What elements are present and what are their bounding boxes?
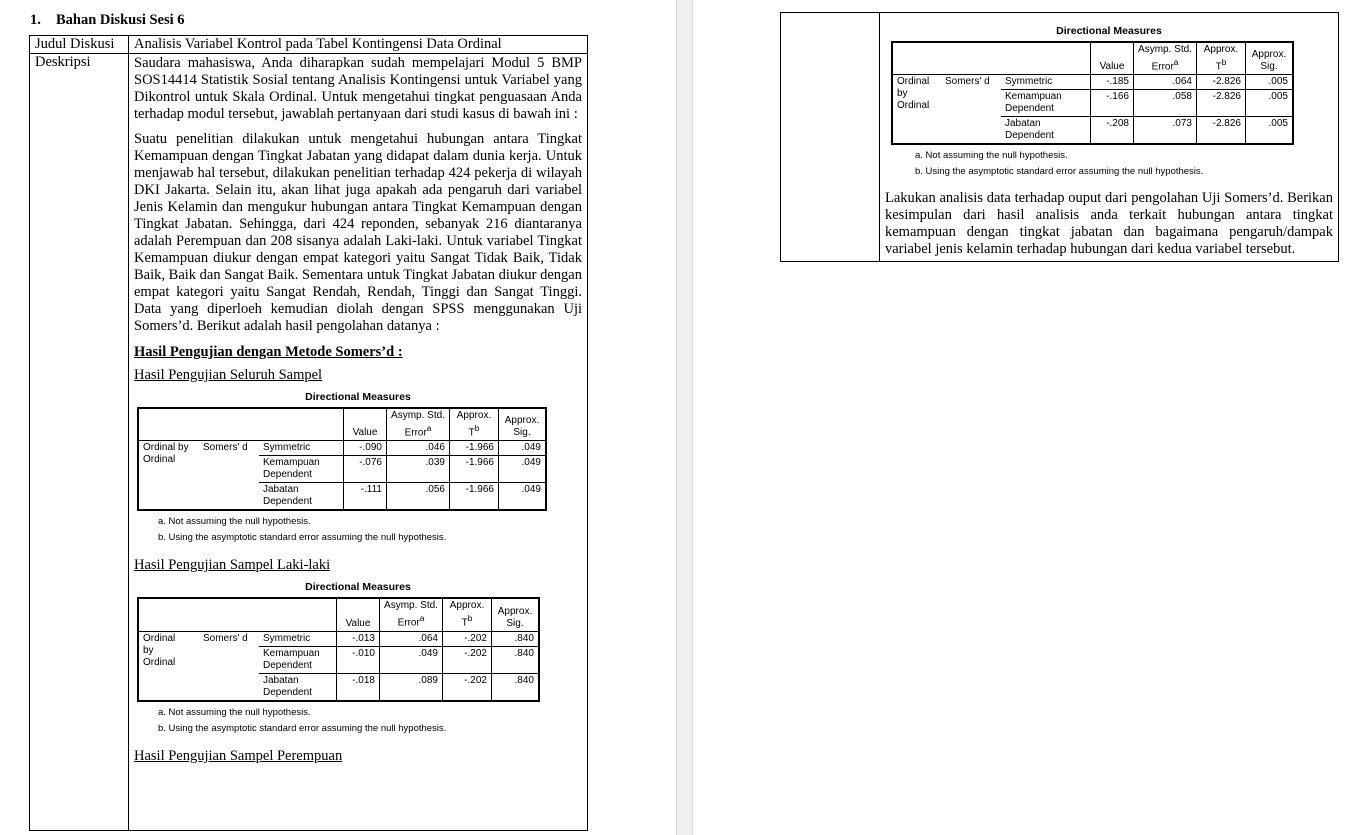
table-row: Ordinal by Ordinal Somers' d Symmetric -.185 .064 -2.826 .005: [892, 75, 1293, 90]
continued-cell: [880, 13, 1339, 262]
question-paragraph: Lakukan analisis data terhadap ouput dari pengolahan Uji Somers’d. Berikan kesimpulan dari hasil analisis anda terkait hubungan antara tingkat kemampuan dengan tingkat jabatan dan bagaimana pengaruh/dampak variabel jenis kelamin terhadap hubungan dari kedua variabel tersebut.: [885, 190, 1333, 258]
footnotes: a. Not assuming the null hypothesis. b. Using the asymptotic standard error assuming the null hypothesis.: [158, 516, 447, 544]
spss-title: Directional Measures: [1056, 25, 1162, 37]
intro-paragraph: Saudara mahasiswa, Anda diharapkan sudah mempelajari Modul 5 BMP SOS14414 Statistik Sosial tentang Analisis Kontingensi untuk Variabel yang Dikontrol untuk Skala Ordinal. Untuk mengetahui tingkat penguasaan Anda terhadap modul tersebut, jawablah pertanyaan dari studi kasus di bawah ini :: [134, 55, 582, 122]
table-row: Jabatan Dependent -.018 .089 -.202 .840: [138, 673, 539, 701]
col-sig: Approx. Sig.: [499, 408, 547, 441]
discussion-table: [29, 35, 588, 831]
document-page-1: [0, 0, 676, 835]
judul-label: Judul Diskusi: [30, 36, 129, 54]
deskripsi-cell: [129, 54, 588, 831]
page-gutter: [676, 0, 693, 835]
deskripsi-label: Deskripsi: [30, 54, 129, 831]
table-row: Jabatan Dependent -.208 .073 -2.826 .005: [892, 117, 1293, 145]
subtitle-male: Hasil Pengujian Sampel Laki-laki: [134, 557, 331, 574]
col-se: Asymp. Std. Error: [391, 410, 445, 439]
directional-measures-female: Value Asymp. Std. Error$^a$ Approx. $T^b$ Approx. Sig. Ordinal by Ordinal Somers' d Symmetric -.185 .064 -2.826 .005 Kemampuan Dependent -.166 .058 -2.826 .005 Jabatan Dependent -.208 .073 -2.826 .005: [891, 41, 1294, 145]
judul-value: Analisis Variabel Kontrol pada Tabel Kontingensi Data Ordinal: [129, 36, 588, 54]
row-group: Ordinal by Ordinal: [138, 631, 199, 701]
spss-title: Directional Measures: [305, 581, 411, 594]
spss-output-all: [134, 391, 582, 546]
table-row: Ordinal by Ordinal Somers' d Symmetric -.090 .046 -1.966 .049: [138, 441, 546, 456]
section-heading: [30, 12, 185, 29]
subtitle-all: Hasil Pengujian Seluruh Sampel: [134, 367, 323, 383]
spss-title: Directional Measures: [305, 391, 411, 403]
table-row: Ordinal by Ordinal Somers' d Symmetric -.013 .064 -.202 .840: [138, 631, 539, 646]
directional-measures-male: Value Asymp. Std. Error$^a$ Approx. $T^b$ Approx. Sig. Ordinal by Ordinal Somers' d Symmetric -.013 .064 -.202 .840 Kemampuan Dependent -.010 .049 -.202 .840 Jabatan Dependent -.018 .089 -.202 .840: [137, 597, 540, 701]
row-group: Ordinal by Ordinal: [892, 75, 941, 145]
spss-output-male: [134, 581, 582, 736]
table-row: Jabatan Dependent -.111 .056 -1.966 .049: [138, 483, 546, 511]
directional-measures-all: Value Asymp. Std. Error$^a$ Approx. $T^b$ Approx. Sig. Ordinal by Ordinal Somers' d Symmetric -.090 .046 -1.966 .049 Kemampuan Dependent -.076 .039 -1.966 .049 Jabatan Dependent -.111 .056 -1.966 .049: [137, 407, 547, 511]
heading-number: 1.: [30, 12, 41, 28]
row-measure: Somers' d: [199, 441, 259, 511]
col-t: Approx. T: [456, 410, 492, 439]
row-group: Ordinal by Ordinal: [138, 441, 199, 511]
empty-label-cell: [781, 13, 880, 262]
col-value: Value: [344, 408, 387, 441]
discussion-table-continued: [780, 12, 1339, 262]
table-row: Kemampuan Dependent -.166 .058 -2.826 .005: [892, 90, 1293, 117]
footnotes: a. Not assuming the null hypothesis. b. Using the asymptotic standard error assuming the null hypothesis.: [158, 706, 447, 734]
table-row: Kemampuan Dependent -.010 .049 -.202 .840: [138, 646, 539, 673]
spss-output-female: [885, 25, 1333, 180]
table-row: Kemampuan Dependent -.076 .039 -1.966 .049: [138, 456, 546, 483]
footnotes: a. Not assuming the null hypothesis. b. Using the asymptotic standard error assuming the null hypothesis.: [915, 150, 1204, 178]
section-title: Hasil Pengujian dengan Metode Somers’d :: [134, 344, 403, 360]
case-paragraph: Suatu penelitian dilakukan untuk mengetahui hubungan antara Tingkat Kemampuan dengan Tingkat Jabatan yang didapat dalam dunia kerja. Untuk menjawab hal tersebut, dilakukan penelitian terhadap 424 pekerja di wilayah DKI Jakarta. Selain itu, akan lihat juga apakah ada pengaruh dari variabel Jenis Kelamin dan mengukur hubungan antara Tingkat Kemampuan dengan Tingkat Jabatan. Sehingga, dari 424 reponden, sebanyak 216 diantaranya adalah Perempuan dan 208 sisanya adalah Laki-laki. Untuk variabel Tingkat Kemampuan diukur dengan empat kategori yaitu Sangat Tidak Baik, Tidak Baik, Baik dan Sangat Baik. Sementara untuk Tingkat Jabatan diukur dengan empat kategori yaitu Sangat Rendah, Rendah, Tinggi dan Sangat Tinggi. Data yang diperloeh kemudian diolah dengan SPSS menggunakan Uji Somers’d. Berikut adalah hasil pengolahan datanya :: [134, 131, 582, 334]
heading-title: Bahan Diskusi Sesi 6: [56, 12, 185, 28]
subtitle-female: Hasil Pengujian Sampel Perempuan: [134, 747, 343, 764]
